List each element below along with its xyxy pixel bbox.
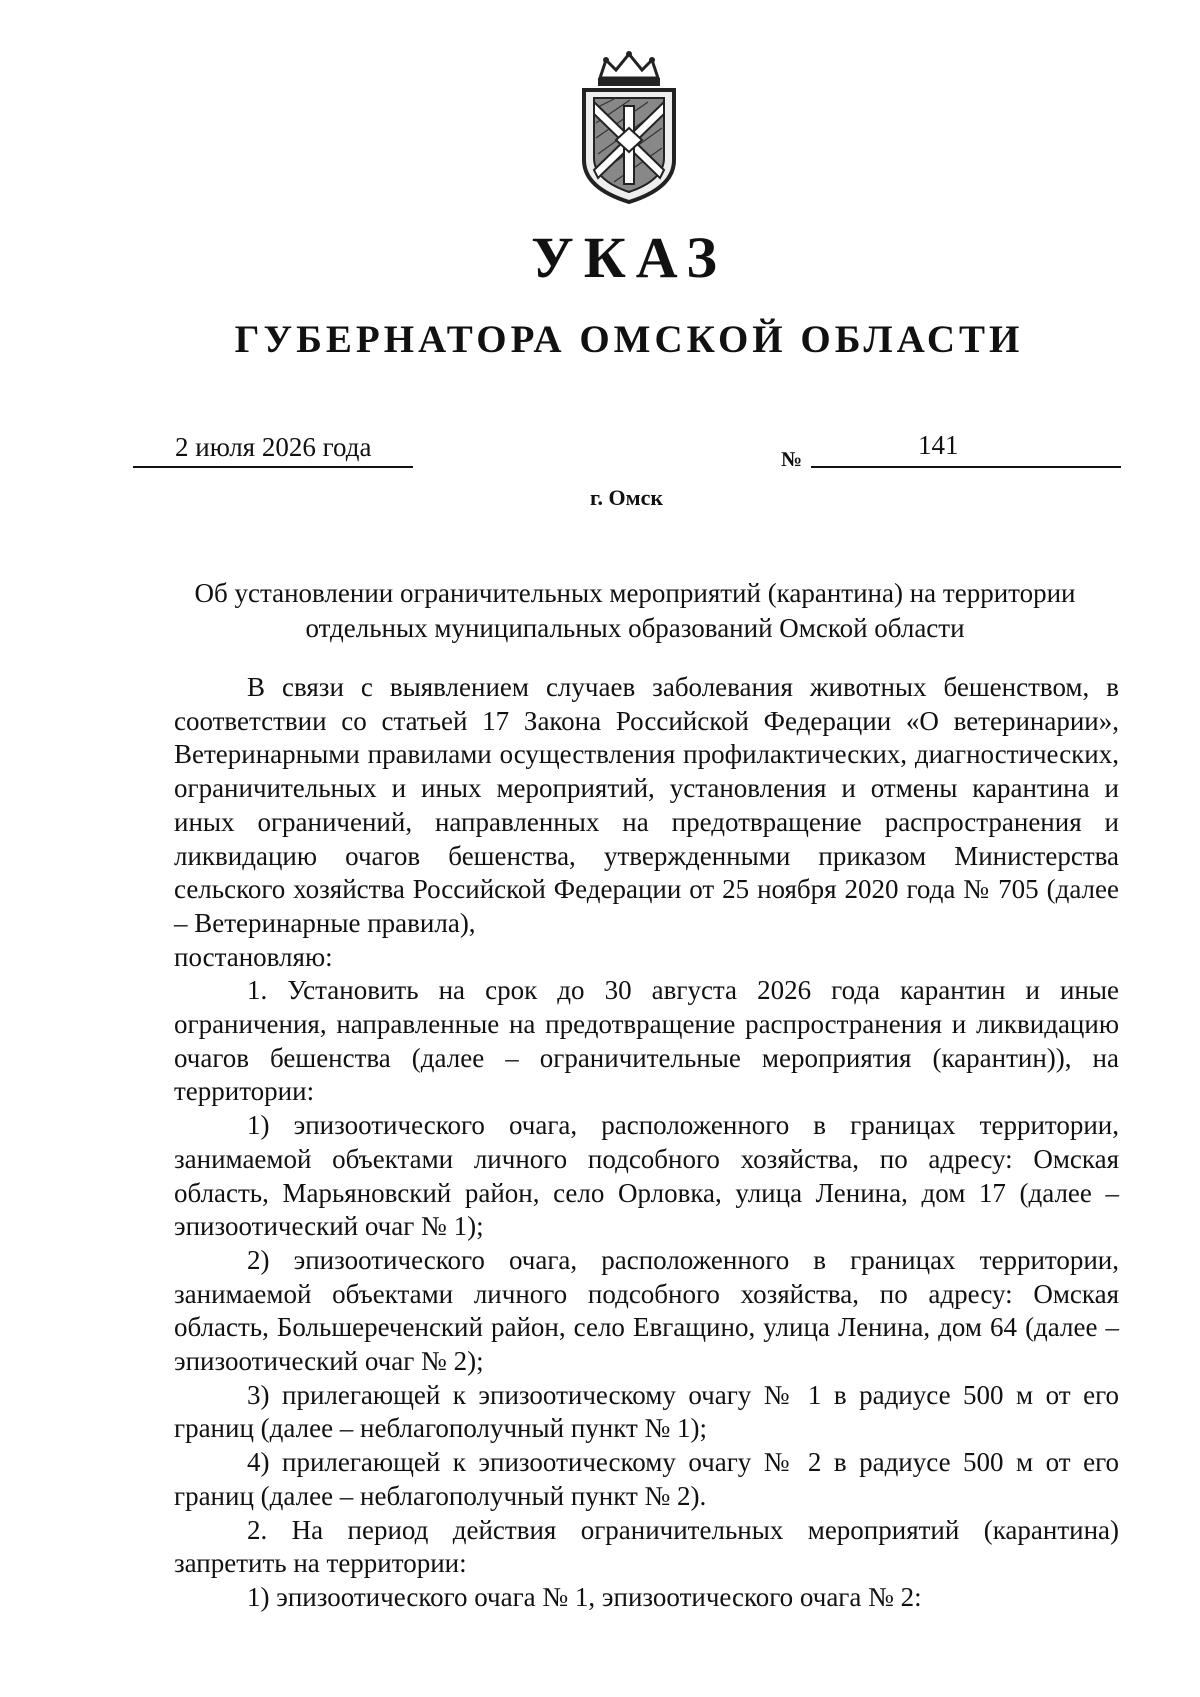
document-heading — [150, 576, 1120, 646]
decree-word: постановляю: — [174, 941, 333, 972]
document-body — [174, 671, 1119, 1615]
number-underline — [811, 436, 1121, 468]
preamble-paragraph: В связи с выявлением случаев заболевания животных бешенством, в соответствии со статьей 17 Закона Российской Федерации «О ветеринарии», Ветеринарными правилами осуществления профилактических, диагностических, ограничительных и иных мероприятий, установления и отмены карантина и иных ограничений, направленных на предотвращение распространения и ликвидацию очагов бешенства, утвержденными приказом Министерства сельского хозяйства Российской Федерации от 25 ноября 2020 года № 705 (далее – Ветеринарные правила), — [174, 672, 1119, 938]
heading-line-2: отдельных муниципальных образований Омской области — [305, 613, 965, 643]
city-label: г. Омск — [590, 485, 664, 510]
coat-of-arms-icon — [570, 48, 688, 206]
document-date: 2 июля 2026 года — [175, 432, 372, 462]
number-sign: № — [781, 447, 803, 471]
clause-1-item-4: 4) прилегающей к эпизоотическому очагу № 2 в радиусе 500 м от его границ (далее – неблагополучный пункт № 2). — [174, 1447, 1119, 1511]
document-number: 141 — [918, 430, 959, 460]
document-type-title: УКАЗ — [531, 225, 727, 290]
clause-2: 2. На период действия ограничительных мероприятий (карантина) запретить на территории: — [174, 1514, 1119, 1579]
clause-1-item-3: 3) прилегающей к эпизоотическому очагу № 1 в радиусе 500 м от его границ (далее – неблагополучный пункт № 1); — [174, 1379, 1119, 1444]
clause-1-item-2: 2) эпизоотического очага, расположенного в границах территории, занимаемой объектами личного подсобного хозяйства, по адресу: Омская область, Большереченский район, село Евгащино, улица Ленина, дом 64 (далее – эпизоотический очаг № 2); — [174, 1244, 1119, 1377]
clause-1-item-1: 1) эпизоотического очага, расположенного в границах территории, занимаемой объектами личного подсобного хозяйства, по адресу: Омская область, Марьяновский район, село Орловка, улица Ленина, дом 17 (далее – эпизоотический очаг № 1); — [174, 1110, 1119, 1242]
heading-line-1: Об установлении ограничительных мероприятий (карантина) на территории — [194, 578, 1076, 608]
clause-2-item-1: 1) эпизоотического очага № 1, эпизоотического очага № 2: — [247, 1581, 922, 1612]
clause-1: 1. Установить на срок до 30 августа 2026 года карантин и иные ограничения, направленные на предотвращение распространения и ликвидацию очагов бешенства (далее – ограничительные мероприятия (карантин)), на территории: — [174, 975, 1119, 1107]
issuer-subtitle: ГУБЕРНАТОРА ОМСКОЙ ОБЛАСТИ — [234, 318, 1024, 361]
